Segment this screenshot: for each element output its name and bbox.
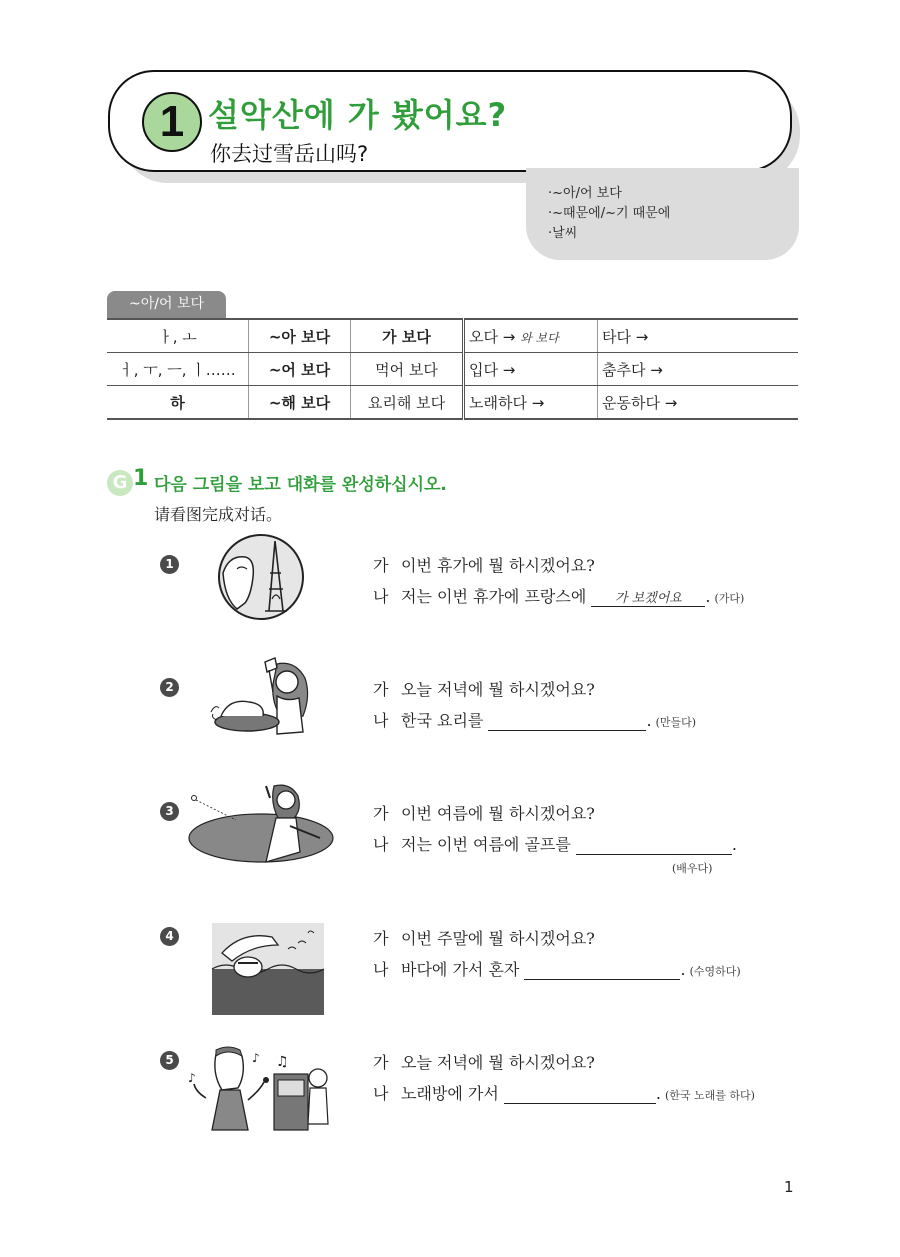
answer-prompt: 저는 이번 여름에 골프를 bbox=[401, 835, 571, 854]
practice-cell: 입다 → bbox=[464, 353, 598, 386]
question-text: 이번 휴가에 뭘 하시겠어요? bbox=[401, 556, 595, 575]
speaker-label: 나 bbox=[373, 587, 389, 606]
dialogue-answer: 나 노래방에 가서 . (한국 노래를 하다) bbox=[373, 1081, 755, 1104]
question-text: 이번 주말에 뭘 하시겠어요? bbox=[401, 929, 595, 948]
grammar-table bbox=[107, 318, 798, 420]
practice-prompt: 오다 → bbox=[469, 327, 516, 346]
speaker-label: 나 bbox=[373, 835, 389, 854]
item-number: 5 bbox=[160, 1051, 179, 1070]
topics-list bbox=[548, 184, 670, 244]
karaoke-icon bbox=[186, 1044, 336, 1134]
practice-cell: 춤추다 → bbox=[598, 353, 799, 386]
speaker-label: 나 bbox=[373, 711, 389, 730]
answer-blank[interactable] bbox=[504, 1084, 656, 1104]
dialogue-answer: 나 저는 이번 여름에 골프를 . bbox=[373, 832, 737, 855]
speaker-label: 나 bbox=[373, 960, 389, 979]
practice-cell: 노래하다 → bbox=[464, 386, 598, 420]
verb-hint: (가다) bbox=[714, 592, 745, 605]
answer-blank[interactable] bbox=[591, 587, 705, 607]
verb-hint: (한국 노래를 하다) bbox=[665, 1089, 755, 1102]
svg-text:♪: ♪ bbox=[252, 1051, 260, 1065]
vowel-cell: ㅓ, ㅜ, ㅡ, ㅣ…… bbox=[107, 353, 249, 386]
answer-prompt: 노래방에 가서 bbox=[401, 1084, 499, 1103]
vowel-cell: ㅏ, ㅗ bbox=[107, 319, 249, 353]
dialogue-question bbox=[373, 553, 595, 576]
dialogue-answer: 나 저는 이번 휴가에 프랑스에 가 보겠어요 . (가다) bbox=[373, 584, 744, 607]
vowel-cell: 하 bbox=[107, 386, 249, 420]
swimming-icon bbox=[212, 923, 324, 1015]
dialogue-question bbox=[373, 801, 595, 824]
exercise-badge: G bbox=[107, 470, 133, 496]
topic-item: ·날씨 bbox=[548, 226, 578, 241]
dialogue-question bbox=[373, 926, 595, 949]
page-number: 1 bbox=[784, 1178, 794, 1196]
speaker-label: 가 bbox=[373, 1053, 389, 1072]
answer-blank[interactable] bbox=[524, 960, 680, 980]
verb-hint: (배우다) bbox=[672, 862, 713, 875]
speaker-label: 가 bbox=[373, 680, 389, 699]
item-number: 3 bbox=[160, 802, 179, 821]
svg-text:♫: ♫ bbox=[276, 1054, 289, 1070]
example-cell: 요리해 보다 bbox=[351, 386, 464, 420]
lesson-title: 설악산에 가 봤어요? bbox=[208, 96, 508, 134]
grammar-tag: ~아/어 보다 bbox=[107, 291, 226, 318]
ending-cell: ~아 보다 bbox=[249, 319, 351, 353]
question-text: 오늘 저녁에 뭘 하시겠어요? bbox=[401, 1053, 595, 1072]
answer-blank[interactable] bbox=[576, 835, 732, 855]
practice-cell: 운동하다 → bbox=[598, 386, 799, 420]
example-text: 가 보다 bbox=[382, 327, 431, 346]
item-number: 4 bbox=[160, 927, 179, 946]
speaker-label: 가 bbox=[373, 929, 389, 948]
answer-prompt: 한국 요리를 bbox=[401, 711, 484, 730]
question-text: 이번 여름에 뭘 하시겠어요? bbox=[401, 804, 595, 823]
answer-prompt: 바다에 가서 혼자 bbox=[401, 960, 520, 979]
example-cell bbox=[351, 319, 464, 353]
exercise-subtitle: 请看图完成对话。 bbox=[154, 505, 283, 524]
practice-answer: 와 보다 bbox=[520, 330, 559, 345]
dialogue-answer: 나 한국 요리를 . (만들다) bbox=[373, 708, 696, 731]
table-row bbox=[107, 319, 798, 353]
lesson-subtitle: 你去过雪岳山吗? bbox=[210, 142, 369, 166]
practice-cell bbox=[464, 319, 598, 353]
answer-blank[interactable] bbox=[488, 711, 646, 731]
answer-prompt: 저는 이번 휴가에 프랑스에 bbox=[401, 587, 587, 606]
topic-item: ·~때문에/~기 때문에 bbox=[548, 206, 671, 221]
eiffel-tower-icon bbox=[215, 533, 307, 621]
dialogue-question bbox=[373, 1050, 595, 1073]
practice-cell: 타다 → bbox=[598, 319, 799, 353]
verb-hint: (수영하다) bbox=[689, 965, 741, 978]
item-number: 1 bbox=[160, 555, 179, 574]
verb-hint: (만들다) bbox=[655, 716, 697, 729]
ending-cell: ~어 보다 bbox=[249, 353, 351, 386]
topic-item: ·~아/어 보다 bbox=[548, 186, 622, 201]
example-cell: 먹어 보다 bbox=[351, 353, 464, 386]
question-text: 오늘 저녁에 뭘 하시겠어요? bbox=[401, 680, 595, 699]
exercise-title: 다음 그림을 보고 대화를 완성하십시오. bbox=[154, 475, 447, 495]
exercise-number: 1 bbox=[133, 466, 149, 491]
handwritten-answer: 가 보겠어요 bbox=[614, 591, 682, 606]
speaker-label: 나 bbox=[373, 1084, 389, 1103]
dialogue-question bbox=[373, 677, 595, 700]
speaker-label: 가 bbox=[373, 556, 389, 575]
cooking-icon bbox=[207, 656, 319, 740]
golf-icon bbox=[186, 782, 336, 866]
table-row bbox=[107, 386, 798, 420]
table-row bbox=[107, 353, 798, 386]
item-number: 2 bbox=[160, 678, 179, 697]
svg-text:♪: ♪ bbox=[188, 1071, 196, 1085]
dialogue-answer: 나 바다에 가서 혼자 . (수영하다) bbox=[373, 957, 741, 980]
lesson-number-badge: 1 bbox=[142, 92, 202, 152]
ending-cell: ~해 보다 bbox=[249, 386, 351, 420]
speaker-label: 가 bbox=[373, 804, 389, 823]
